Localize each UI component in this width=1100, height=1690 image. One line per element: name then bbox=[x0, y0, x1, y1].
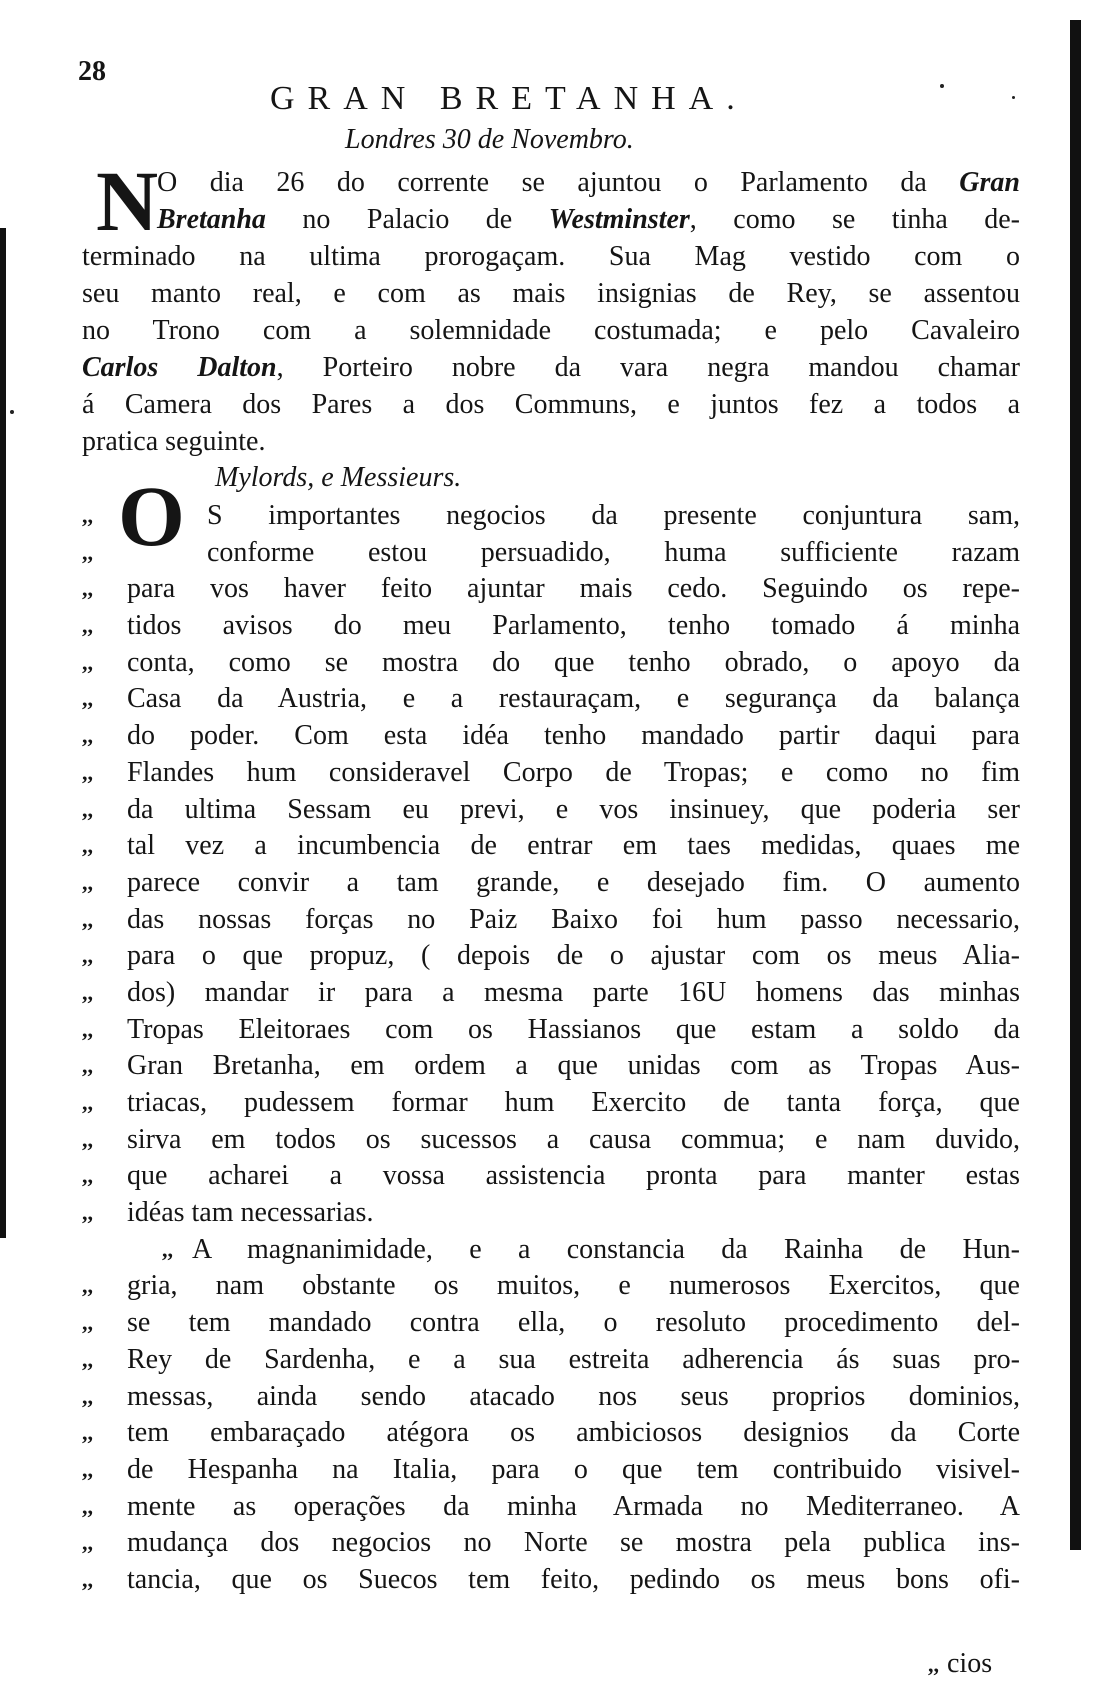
drop-cap-n: N bbox=[96, 153, 159, 249]
speech-line bbox=[82, 755, 1020, 792]
speech-text: que acharei a vossa assistencia pronta para manter estas bbox=[127, 1160, 1020, 1192]
quote-mark: ,, bbox=[82, 613, 93, 639]
speech-line bbox=[82, 1489, 1020, 1526]
speech-text: sirva em todos os sucessos a causa commua; e nam duvido, bbox=[127, 1123, 1020, 1155]
speech-text: Rey de Sardenha, e a sua estreita adherencia ás suas pro- bbox=[127, 1343, 1020, 1375]
speech-line bbox=[82, 1085, 1020, 1122]
quote-mark: ,, bbox=[82, 1126, 93, 1152]
speech-text: se tem mandado contra ella, o resoluto procedimento del- bbox=[127, 1307, 1020, 1339]
quote-mark: ,, bbox=[82, 1016, 93, 1042]
quote-mark: ,, bbox=[82, 1383, 93, 1409]
quote-mark: ,, bbox=[82, 1163, 93, 1189]
scan-edge-left bbox=[0, 228, 6, 1238]
speech-text: A magnanimidade, e a constancia da Rainha de Hun- bbox=[192, 1233, 1020, 1265]
text-line: pratica seguinte. bbox=[82, 426, 266, 457]
speech-text: para vos haver feito ajuntar mais cedo. Seguindo os repe- bbox=[127, 573, 1020, 605]
quote-mark: ,, bbox=[82, 1200, 93, 1226]
quote-mark: ,, bbox=[82, 1456, 93, 1482]
drop-cap-o: O bbox=[118, 468, 185, 564]
speech-text: conforme estou persuadido, huma sufficiente razam bbox=[207, 536, 1020, 568]
quote-mark: ,, bbox=[82, 943, 93, 969]
speech-text: messas, ainda sendo atacado nos seus proprios dominios, bbox=[127, 1380, 1020, 1412]
speech-line bbox=[82, 608, 1020, 645]
speech-text: tem embaraçado atégora os ambiciosos designios da Corte bbox=[127, 1417, 1020, 1449]
speech-text: para o que propuz, ( depois de o ajustar com os meus Alia- bbox=[127, 940, 1020, 972]
speech-text: tancia, que os Suecos tem feito, pedindo os meus bons ofi- bbox=[127, 1563, 1020, 1595]
speech-text: Flandes hum consideravel Corpo de Tropas; e como no fim bbox=[127, 756, 1020, 788]
speech-line bbox=[82, 1122, 1020, 1159]
speech-line bbox=[82, 1452, 1020, 1489]
text-line: á Camera dos Pares a dos Communs, e juntos fez a todos a bbox=[82, 389, 1020, 420]
speech-text: S importantes negocios da presente conjuntura sam, bbox=[207, 500, 1020, 531]
text-line: no Trono com a solemnidade costumada; e pelo Cavaleiro bbox=[82, 315, 1020, 346]
speech-text: conta, como se mostra do que tenho obrado, o apoyo da bbox=[127, 646, 1020, 678]
speech-text: tidos avisos do meu Parlamento, tenho tomado á minha bbox=[127, 610, 1020, 642]
dateline: Londres 30 de Novembro. bbox=[345, 124, 634, 155]
speech-line bbox=[82, 1342, 1020, 1379]
quote-mark: ,, bbox=[82, 906, 93, 932]
speech-line bbox=[82, 902, 1020, 939]
speech-line bbox=[82, 681, 1020, 718]
speech-line bbox=[82, 718, 1020, 755]
quote-mark: ,, bbox=[82, 1346, 93, 1372]
speech-text: dos) mandar ir para a mesma parte 16U homens das minhas bbox=[127, 976, 1020, 1008]
speech-line bbox=[82, 1012, 1020, 1049]
text-line: seu manto real, e com as mais insignias de Rey, se assentou bbox=[82, 278, 1020, 309]
running-title: GRAN BRETANHA. bbox=[270, 80, 748, 117]
quote-mark: ,, bbox=[82, 1090, 93, 1115]
speech-text: do poder. Com esta idéa tenho mandado partir daqui para bbox=[127, 720, 1020, 752]
opening-paragraph bbox=[82, 153, 1020, 460]
speech-line bbox=[82, 1195, 1020, 1232]
quote-mark: ,, bbox=[82, 1310, 93, 1336]
speech-address: Mylords, e Messieurs. bbox=[215, 462, 462, 493]
speech-line bbox=[82, 975, 1020, 1012]
speech-text: Gran Bretanha, em ordem a que unidas com as Tropas Aus- bbox=[127, 1050, 1020, 1082]
quote-mark: ,, bbox=[82, 723, 93, 749]
speech-line bbox=[82, 1525, 1020, 1562]
speech-line bbox=[82, 645, 1020, 682]
quote-mark: ,, bbox=[82, 833, 93, 859]
speech-text: Tropas Eleitoraes com os Hassianos que estam a soldo da bbox=[127, 1013, 1020, 1045]
speech-text: das nossas forças no Paiz Baixo foi hum passo necessario, bbox=[127, 903, 1020, 935]
speech-text: parece convir a tam grande, e desejado fim. O aumento bbox=[127, 866, 1020, 898]
quote-mark: ,, bbox=[82, 979, 93, 1005]
speech-line bbox=[82, 1562, 1020, 1599]
speech-line bbox=[82, 792, 1020, 829]
quote-mark: ,, bbox=[82, 576, 93, 602]
speech-line bbox=[82, 1048, 1020, 1085]
speech-line bbox=[82, 865, 1020, 902]
speech-text: Casa da Austria, e a restauraçam, e segurança da balança bbox=[127, 683, 1020, 715]
quote-mark: ,, bbox=[82, 1530, 93, 1556]
speech-text: mudança dos negocios no Norte se mostra pela publica ins- bbox=[127, 1527, 1020, 1559]
quote-mark: ,, bbox=[82, 796, 93, 822]
text-line: Carlos Dalton, Porteiro nobre da vara negra mandou chamar bbox=[82, 352, 1020, 383]
speech-line bbox=[82, 498, 1020, 535]
quote-mark: ,, bbox=[82, 649, 93, 675]
quote-mark: ,, bbox=[82, 869, 93, 895]
text-line: Bretanha no Palacio de Westminster, como se tinha de- bbox=[157, 204, 1020, 235]
speech-line bbox=[82, 1305, 1020, 1342]
speech-line bbox=[82, 1379, 1020, 1416]
scan-edge-right bbox=[1070, 20, 1081, 1550]
speech-text: triacas, pudessem formar hum Exercito de tanta força, que bbox=[127, 1087, 1020, 1118]
speech-text: gria, nam obstante os muitos, e numerosos Exercitos, que bbox=[127, 1270, 1020, 1302]
speech-text: mente as operações da minha Armada no Mediterraneo. A bbox=[127, 1490, 1020, 1522]
quote-mark: ,, bbox=[82, 686, 93, 712]
quote-mark: ,, bbox=[82, 759, 93, 785]
quote-mark: ,, bbox=[82, 503, 93, 528]
quote-mark: ,, bbox=[82, 1053, 93, 1079]
ink-speck bbox=[940, 84, 944, 88]
speech-text: idéas tam necessarias. bbox=[127, 1197, 374, 1229]
speech-line bbox=[82, 1232, 1020, 1269]
speech-line bbox=[82, 571, 1020, 608]
quote-mark: ,, bbox=[82, 1566, 93, 1592]
page-number: 28 bbox=[78, 56, 106, 87]
speech-line bbox=[82, 1268, 1020, 1305]
quote-mark: ,, bbox=[162, 1236, 173, 1262]
speech-line bbox=[82, 938, 1020, 975]
quote-mark: ,, bbox=[82, 1493, 93, 1519]
quote-mark: ,, bbox=[82, 1420, 93, 1446]
speech-text: tal vez a incumbencia de entrar em taes medidas, quaes me bbox=[127, 830, 1020, 862]
speech-text: de Hespanha na Italia, para o que tem contribuido visivel- bbox=[127, 1453, 1020, 1485]
speech-line bbox=[82, 1415, 1020, 1452]
text-line: terminado na ultima prorogaçam. Sua Mag vestido com o bbox=[82, 241, 1020, 272]
catchword: ,, cios bbox=[928, 1648, 993, 1679]
text-line: O dia 26 do corrente se ajuntou o Parlamento da Gran bbox=[157, 167, 1020, 198]
ink-speck bbox=[1012, 96, 1015, 99]
quote-mark: ,, bbox=[82, 539, 93, 565]
speech-line bbox=[82, 535, 1020, 572]
speech-line bbox=[82, 1158, 1020, 1195]
speech-line bbox=[82, 828, 1020, 865]
kings-speech bbox=[82, 498, 1020, 1599]
ink-speck bbox=[10, 410, 14, 414]
quote-mark: ,, bbox=[82, 1273, 93, 1299]
speech-text: da ultima Sessam eu previ, e vos insinuey, que poderia ser bbox=[127, 793, 1020, 825]
